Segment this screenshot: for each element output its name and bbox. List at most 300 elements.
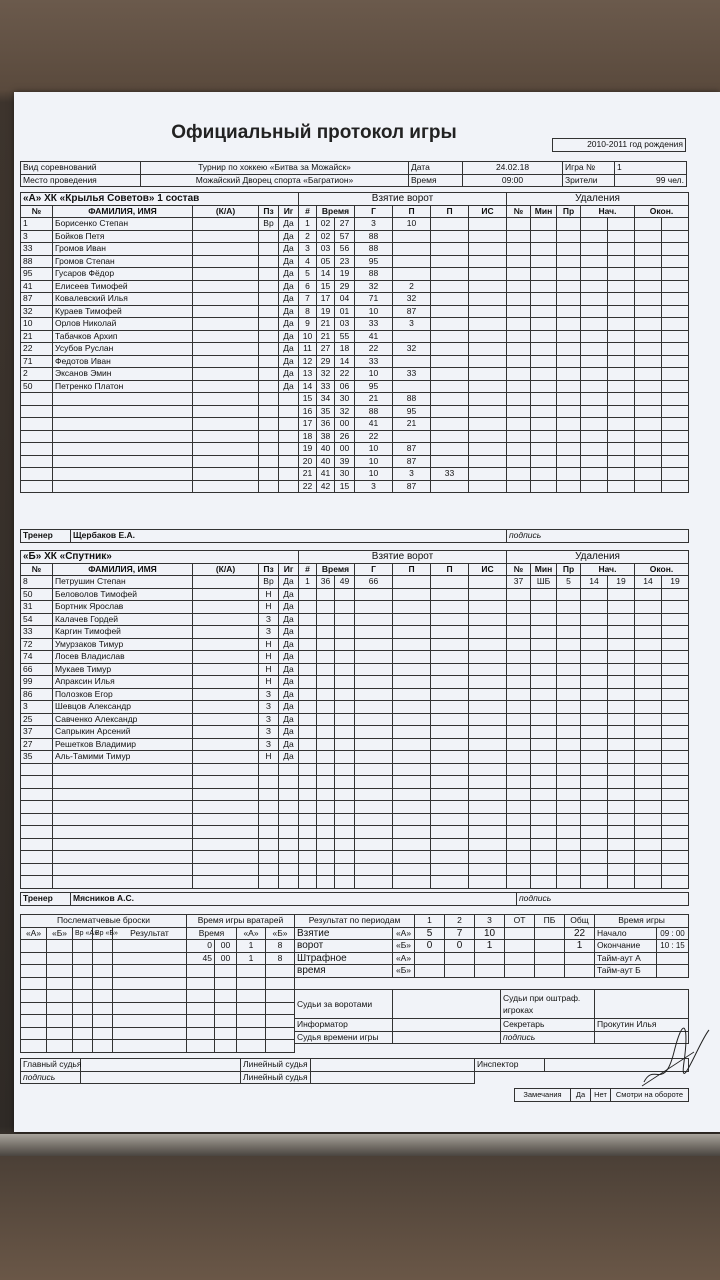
player-row — [21, 588, 299, 601]
goal-minute: 14 — [317, 268, 335, 281]
shootout-title: Послематчевые броски — [21, 915, 187, 928]
player-played: Да — [279, 738, 299, 751]
goal-number: 10 — [299, 330, 317, 343]
player-name: Решетков Владимир — [53, 738, 193, 751]
empty-row — [21, 1040, 187, 1053]
empty-row — [21, 838, 299, 851]
period-col-3: 3 — [475, 915, 505, 928]
goal-row — [299, 343, 507, 356]
empty-row — [507, 218, 689, 231]
empty-row — [21, 813, 299, 826]
goal-situation — [469, 243, 507, 256]
player-number: 99 — [21, 676, 53, 689]
empty-row — [21, 826, 299, 839]
goal-assist-2 — [431, 418, 469, 431]
header-table — [20, 161, 687, 187]
goal-scorer: 88 — [355, 243, 393, 256]
goal-assist-1 — [393, 380, 431, 393]
end-value: 10 : 15 — [657, 940, 689, 953]
player-row — [21, 663, 299, 676]
player-position: З — [259, 613, 279, 626]
player-position — [259, 293, 279, 306]
team-a-goals-title: Взятие ворот — [299, 193, 507, 206]
goal-situation — [469, 305, 507, 318]
player-number: 33 — [21, 243, 53, 256]
goal-scorer: 71 — [355, 293, 393, 306]
player-ka — [193, 218, 259, 231]
empty-row — [21, 977, 187, 990]
player-number: 54 — [21, 613, 53, 626]
col-ka: (К/А) — [193, 563, 259, 576]
empty-row — [507, 430, 689, 443]
player-position: Вр — [259, 576, 279, 589]
venue-value: Можайский Дворец спорта «Багратион» — [141, 174, 409, 187]
team-b-goals — [298, 550, 507, 889]
notebook-binding — [0, 1134, 720, 1156]
goal-assist-1: 87 — [393, 305, 431, 318]
officials-table — [294, 989, 689, 1044]
player-ka — [193, 355, 259, 368]
player-position — [259, 243, 279, 256]
player-name: Савченко Александр — [53, 713, 193, 726]
player-position — [259, 368, 279, 381]
goal-minute: 02 — [317, 218, 335, 231]
player-position — [259, 343, 279, 356]
goals-label-2: ворот — [295, 940, 393, 953]
goal-row — [299, 455, 507, 468]
goal-assist-1: 32 — [393, 293, 431, 306]
empty-row — [507, 688, 689, 701]
player-ka — [193, 738, 259, 751]
player-number: 25 — [21, 713, 53, 726]
goal-assist-2: 33 — [431, 468, 469, 481]
spectators-label: Зрители — [563, 174, 615, 187]
goal-assist-2 — [431, 280, 469, 293]
goal-scorer: 22 — [355, 430, 393, 443]
goal-assist-1: 3 — [393, 468, 431, 481]
empty-row — [507, 713, 689, 726]
goal-minute: 40 — [317, 455, 335, 468]
start-value: 09 : 00 — [657, 927, 689, 940]
goal-second: 49 — [335, 576, 355, 589]
secretary-name: Прокутин Илья — [595, 1019, 689, 1032]
goal-number: 8 — [299, 305, 317, 318]
pen-player-no: 37 — [507, 576, 531, 589]
goal-number: 14 — [299, 380, 317, 393]
see-back-label: Смотри на обороте — [611, 1089, 689, 1102]
empty-row — [299, 851, 507, 864]
a-period-3: 10 — [475, 927, 505, 940]
goal-assist-2 — [431, 368, 469, 381]
player-name: Борисенко Степан — [53, 218, 193, 231]
player-name: Бойков Петя — [53, 230, 193, 243]
goal-assist-1: 10 — [393, 218, 431, 231]
goal-minute: 35 — [317, 405, 335, 418]
protocol-sheet — [14, 92, 720, 1132]
goal-row — [299, 230, 507, 243]
player-number: 72 — [21, 638, 53, 651]
player-ka — [193, 268, 259, 281]
empty-row — [507, 663, 689, 676]
empty-row — [507, 243, 689, 256]
team-a-penalties — [506, 192, 689, 493]
player-row — [21, 280, 299, 293]
empty-row — [299, 776, 507, 789]
player-ka — [193, 726, 259, 739]
team-b-sign-label: подпись — [517, 893, 689, 906]
period-col-ot: ОТ — [505, 915, 535, 928]
player-name: Каргин Тимофей — [53, 626, 193, 639]
goal-number: 9 — [299, 318, 317, 331]
time-label: Время — [409, 174, 463, 187]
player-played: Да — [279, 355, 299, 368]
player-number: 88 — [21, 255, 53, 268]
goal-situation — [469, 268, 507, 281]
player-row — [21, 601, 299, 614]
col-no: № — [21, 205, 53, 218]
goal-assist-2 — [431, 380, 469, 393]
goal-number: 16 — [299, 405, 317, 418]
col-end: Окон. — [635, 563, 689, 576]
player-number: 41 — [21, 280, 53, 293]
goal-scorer: 32 — [355, 280, 393, 293]
empty-row — [299, 801, 507, 814]
shootout-table — [20, 914, 187, 1053]
gk-row2-min: 45 — [187, 952, 215, 965]
col-pen-no: № — [507, 563, 531, 576]
empty-row — [299, 651, 507, 664]
empty-row — [507, 801, 689, 814]
empty-row — [21, 776, 299, 789]
gk-col-a: «А» — [237, 927, 266, 940]
player-name: Громов Иван — [53, 243, 193, 256]
empty-row — [507, 788, 689, 801]
goal-number: 15 — [299, 393, 317, 406]
team-b-goals-title: Взятие ворот — [299, 551, 507, 564]
goal-row — [299, 305, 507, 318]
goal-row — [299, 280, 507, 293]
inspector-label: Инспектор — [475, 1059, 545, 1072]
player-number: 37 — [21, 726, 53, 739]
goal-row — [299, 468, 507, 481]
goal-number: 5 — [299, 268, 317, 281]
end-label: Окончание — [595, 940, 657, 953]
player-name: Ковалевский Илья — [53, 293, 193, 306]
player-row — [21, 318, 299, 331]
goal-assist-1 — [393, 430, 431, 443]
goal-assist-2 — [431, 305, 469, 318]
goal-row — [299, 330, 507, 343]
empty-row — [507, 676, 689, 689]
player-row — [21, 255, 299, 268]
empty-row — [507, 826, 689, 839]
period-col-total: Общ — [565, 915, 595, 928]
signature-scribble — [634, 1022, 714, 1092]
player-name: Табачков Архип — [53, 330, 193, 343]
empty-row — [507, 701, 689, 714]
player-number: 3 — [21, 230, 53, 243]
player-position: Н — [259, 588, 279, 601]
empty-row — [507, 305, 689, 318]
goal-assist-1: 2 — [393, 280, 431, 293]
periods-title: Результат по периодам — [295, 915, 415, 928]
period-col-pb: ПБ — [535, 915, 565, 928]
player-name: Мукаев Тимур — [53, 663, 193, 676]
goal-scorer: 88 — [355, 405, 393, 418]
empty-row — [21, 952, 187, 965]
empty-row — [299, 763, 507, 776]
spectators-value: 99 чел. — [615, 174, 687, 187]
player-played: Да — [279, 230, 299, 243]
player-row — [21, 751, 299, 764]
player-ka — [193, 688, 259, 701]
empty-row — [507, 863, 689, 876]
empty-row — [21, 801, 299, 814]
empty-row — [299, 813, 507, 826]
goal-assist-1: 87 — [393, 480, 431, 493]
col-time: Время — [317, 563, 355, 576]
player-number: 74 — [21, 651, 53, 664]
goal-situation — [469, 576, 507, 589]
col-is: ИС — [469, 563, 507, 576]
start-label: Начало — [595, 927, 657, 940]
goal-number: 7 — [299, 293, 317, 306]
col-min: Мин — [531, 205, 557, 218]
team-b-tag: «Б» — [393, 940, 415, 953]
goal-second: 57 — [335, 230, 355, 243]
goal-row — [299, 418, 507, 431]
player-position: Вр — [259, 218, 279, 231]
player-row — [21, 651, 299, 664]
player-played: Да — [279, 330, 299, 343]
empty-row — [299, 638, 507, 651]
a-period-2: 7 — [445, 927, 475, 940]
goal-minute: 02 — [317, 230, 335, 243]
goal-number: 20 — [299, 455, 317, 468]
goal-scorer: 95 — [355, 255, 393, 268]
pen-start-min: 14 — [581, 576, 608, 589]
b-period-total: 1 — [565, 940, 595, 953]
empty-row — [507, 588, 689, 601]
player-name: Беловолов Тимофей — [53, 588, 193, 601]
period-col-2: 2 — [445, 915, 475, 928]
b-period-pb — [535, 940, 565, 953]
empty-row — [21, 455, 299, 468]
player-name: Елисеев Тимофей — [53, 280, 193, 293]
goal-scorer: 10 — [355, 455, 393, 468]
col-start: Нач. — [581, 205, 635, 218]
goal-second: 18 — [335, 343, 355, 356]
empty-row — [21, 940, 187, 953]
player-position — [259, 330, 279, 343]
goal-second: 03 — [335, 318, 355, 331]
empty-row — [21, 763, 299, 776]
empty-row — [507, 738, 689, 751]
secretary-sign-label: подпись — [501, 1031, 595, 1044]
goal-situation — [469, 280, 507, 293]
empty-row — [299, 701, 507, 714]
player-played: Да — [279, 305, 299, 318]
goalkeeper-time-table — [186, 914, 295, 1053]
goal-assist-2 — [431, 443, 469, 456]
remarks-no[interactable]: Нет — [591, 1089, 611, 1102]
player-number: 27 — [21, 738, 53, 751]
pen-end-sec: 19 — [662, 576, 689, 589]
player-name: Орлов Николай — [53, 318, 193, 331]
team-b-penalties-title: Удаления — [507, 551, 689, 564]
goal-assist-2 — [431, 355, 469, 368]
player-row — [21, 330, 299, 343]
goal-situation — [469, 293, 507, 306]
player-name: Громов Степан — [53, 255, 193, 268]
player-row — [21, 268, 299, 281]
goal-number: 21 — [299, 468, 317, 481]
goal-assist-1 — [393, 330, 431, 343]
goal-assist-1 — [393, 355, 431, 368]
empty-row — [299, 626, 507, 639]
empty-row — [21, 851, 299, 864]
pen-minutes: ШБ — [531, 576, 557, 589]
goal-row — [299, 368, 507, 381]
goal-scorer: 21 — [355, 393, 393, 406]
empty-row — [299, 788, 507, 801]
goal-assist-1 — [393, 230, 431, 243]
goal-assist-1 — [393, 268, 431, 281]
time-value: 09:00 — [463, 174, 563, 187]
col-is: ИС — [469, 205, 507, 218]
player-name: Федотов Иван — [53, 355, 193, 368]
a-period-ot — [505, 927, 535, 940]
player-name: Апраксин Илья — [53, 676, 193, 689]
goal-minute: 29 — [317, 355, 335, 368]
gk-col-b: «Б» — [266, 927, 295, 940]
empty-row — [21, 443, 299, 456]
player-ka — [193, 663, 259, 676]
empty-row — [507, 626, 689, 639]
goal-assist-2 — [431, 393, 469, 406]
team-b-penalties — [506, 550, 689, 889]
player-played: Да — [279, 243, 299, 256]
player-played: Да — [279, 368, 299, 381]
competition-value: Турнир по хоккею «Битва за Можайск» — [141, 162, 409, 175]
pim-team-a-tag: «А» — [393, 952, 415, 965]
goal-number: 1 — [299, 576, 317, 589]
player-played: Да — [279, 638, 299, 651]
empty-row — [507, 355, 689, 368]
player-position — [259, 305, 279, 318]
goal-second: 00 — [335, 443, 355, 456]
goal-second: 55 — [335, 330, 355, 343]
goal-situation — [469, 343, 507, 356]
player-row — [21, 688, 299, 701]
goal-scorer: 3 — [355, 480, 393, 493]
line-ref-2-label: Линейный судья — [241, 1071, 311, 1084]
player-ka — [193, 576, 259, 589]
player-position: Н — [259, 651, 279, 664]
team-a-penalties-title: Удаления — [507, 193, 689, 206]
goal-minute: 40 — [317, 443, 335, 456]
gk-row2-a: 1 — [237, 952, 266, 965]
empty-row — [299, 726, 507, 739]
goal-assist-2 — [431, 318, 469, 331]
goal-number: 11 — [299, 343, 317, 356]
player-row — [21, 368, 299, 381]
player-name: Бортник Ярослав — [53, 601, 193, 614]
player-number: 1 — [21, 218, 53, 231]
team-b-coach-name: Мясников А.С. — [71, 893, 517, 906]
goal-scorer: 95 — [355, 380, 393, 393]
player-played: Да — [279, 601, 299, 614]
shootout-col-gk-b: Вр «Б» — [93, 927, 113, 940]
goal-second: 26 — [335, 430, 355, 443]
empty-row — [299, 713, 507, 726]
player-name: Лосев Владислав — [53, 651, 193, 664]
player-ka — [193, 330, 259, 343]
timeout-a-label: Тайм-аут А — [595, 952, 657, 965]
b-period-3: 1 — [475, 940, 505, 953]
goal-number: 4 — [299, 255, 317, 268]
col-p1: П — [393, 205, 431, 218]
goal-scorer: 88 — [355, 268, 393, 281]
goal-assist-2 — [431, 243, 469, 256]
goal-minute: 32 — [317, 368, 335, 381]
team-a-sign-label: подпись — [507, 530, 689, 543]
pen-reason: 5 — [557, 576, 581, 589]
col-hash: # — [299, 563, 317, 576]
goal-assist-2 — [431, 218, 469, 231]
pen-start-sec: 19 — [608, 576, 635, 589]
goal-second: 30 — [335, 468, 355, 481]
empty-row — [507, 443, 689, 456]
player-played: Да — [279, 293, 299, 306]
player-played: Да — [279, 651, 299, 664]
empty-row — [21, 393, 299, 406]
empty-row — [507, 601, 689, 614]
empty-row — [507, 368, 689, 381]
goal-row — [299, 243, 507, 256]
goal-assist-1 — [393, 255, 431, 268]
empty-row — [507, 393, 689, 406]
penalty-judges-label: Судьи при оштраф. игроках — [501, 990, 595, 1019]
empty-row — [507, 230, 689, 243]
player-number: 86 — [21, 688, 53, 701]
player-position: З — [259, 688, 279, 701]
player-played: Да — [279, 255, 299, 268]
player-ka — [193, 343, 259, 356]
goal-situation — [469, 230, 507, 243]
empty-row — [21, 480, 299, 493]
goal-situation — [469, 355, 507, 368]
player-position — [259, 255, 279, 268]
empty-row — [507, 480, 689, 493]
goal-row — [299, 268, 507, 281]
goal-situation — [469, 255, 507, 268]
goal-minute: 34 — [317, 393, 335, 406]
col-hash: # — [299, 205, 317, 218]
pim-label-1: Штрафное — [295, 952, 393, 965]
player-ka — [193, 380, 259, 393]
player-played: Да — [279, 380, 299, 393]
empty-row — [507, 763, 689, 776]
goal-number: 22 — [299, 480, 317, 493]
goal-situation — [469, 405, 507, 418]
goal-situation — [469, 480, 507, 493]
empty-row — [21, 418, 299, 431]
goal-minute: 21 — [317, 318, 335, 331]
remarks-yes[interactable]: Да — [571, 1089, 591, 1102]
empty-row — [299, 738, 507, 751]
player-played: Да — [279, 663, 299, 676]
